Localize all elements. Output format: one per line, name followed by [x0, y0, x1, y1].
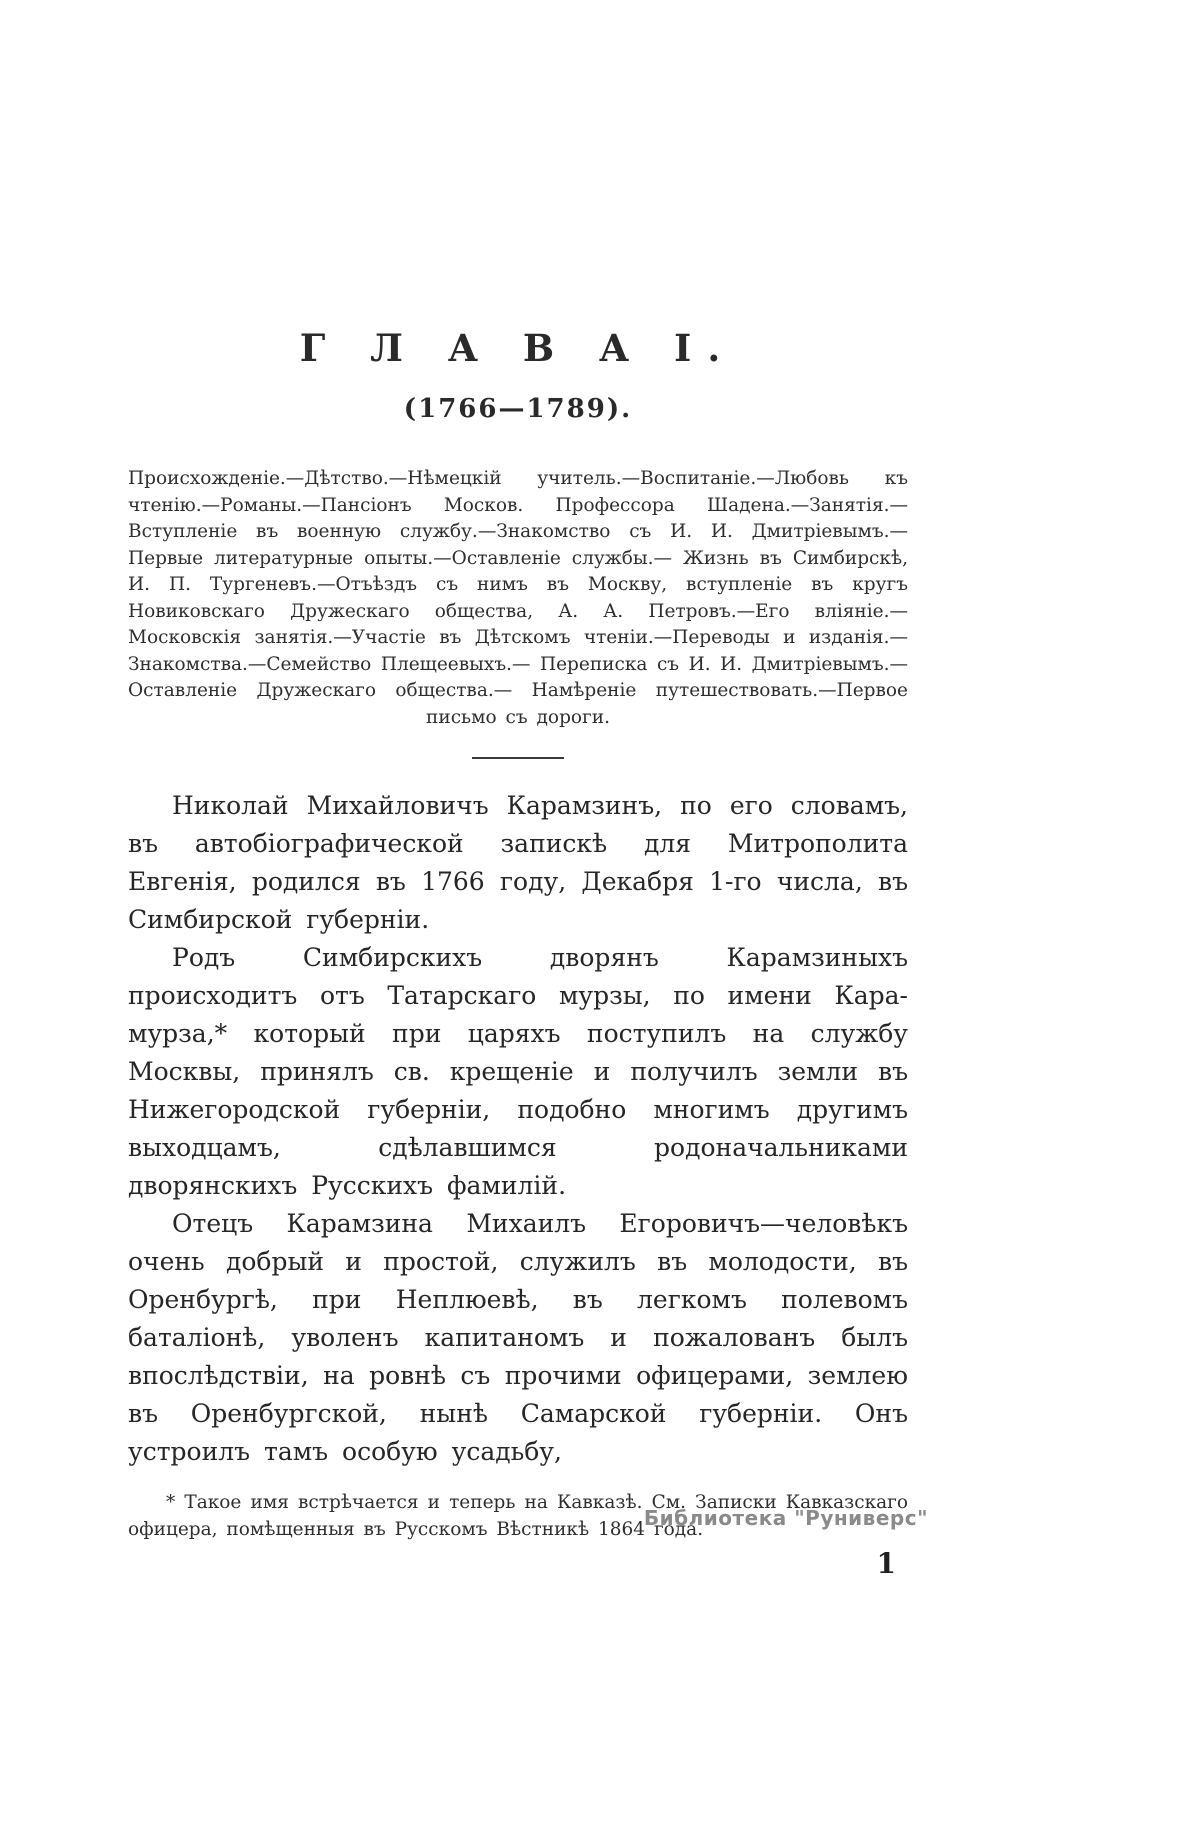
paragraph-1: Николай Михайловичъ Карамзинъ, по его словамъ, въ автобіографической запискѣ для Митрополита Евгенія, родился въ 1766 году, Декабря 1-го числа, въ Симбирской губерніи. — [128, 791, 908, 934]
chapter-title: Г Л А В А I. — [299, 326, 737, 370]
chapter-years: (1766—1789). — [403, 394, 633, 424]
body-text — [128, 787, 908, 1471]
footnote: * Такое имя встрѣчается и теперь на Кавказѣ. См. Записки Кавказскаго офицера, помѣщенныя въ Русскомъ Вѣстникѣ 1864 года. — [128, 1492, 908, 1540]
library-watermark: Библиотека "Руниверс" — [643, 1506, 928, 1530]
paragraph-2: Родъ Симбирскихъ дворянъ Карамзиныхъ происходитъ отъ Татарскаго мурзы, по имени Кара-мурза,* который при царяхъ поступилъ на службу Москвы, принялъ св. крещеніе и получилъ земли въ Нижегородской губерніи, подобно многимъ другимъ выходцамъ, сдѣлавшимся родоначальниками дворянскихъ Русскихъ фамилій. — [128, 943, 908, 1200]
page-number: 1 — [876, 1547, 896, 1580]
book-page — [128, 0, 908, 1838]
paragraph-3: Отецъ Карамзина Михаилъ Егоровичъ—человѣкъ очень добрый и простой, служилъ въ молодости, въ Оренбургѣ, при Неплюевѣ, въ легкомъ полевомъ баталіонѣ, уволенъ капитаномъ и пожалованъ былъ впослѣдствіи, на ровнѣ съ прочими офицерами, землею въ Оренбургской, нынѣ Самарской губерніи. Онъ устроилъ тамъ особую усадьбу, — [128, 1209, 908, 1466]
chapter-summary: Происхожденіе.—Дѣтство.—Нѣмецкій учитель.—Воспитаніе.—Любовь къ чтенію.—Романы.—Пансіонъ Москов. Профессора Шадена.—Занятія.—Вступленіе въ военную службу.—Знакомство съ И. И. Дмитріевымъ.—Первые литературные опыты.—Оставленіе службы.— Жизнь въ Симбирскѣ, И. П. Тургеневъ.—Отъѣздъ съ нимъ въ Москву, вступленіе въ кругъ Новиковскаго Дружескаго общества, А. А. Петровъ.—Его вліяніе.—Московскія занятія.—Участіе въ Дѣтскомъ чтеніи.—Переводы и изданія.—Знакомства.—Семейство Плещеевыхъ.— Переписка съ И. И. Дмитріевымъ.—Оставленіе Дружескаго общества.— Намѣреніе путешествовать.—Первое письмо съ дороги. — [128, 468, 908, 728]
section-divider — [472, 757, 564, 759]
